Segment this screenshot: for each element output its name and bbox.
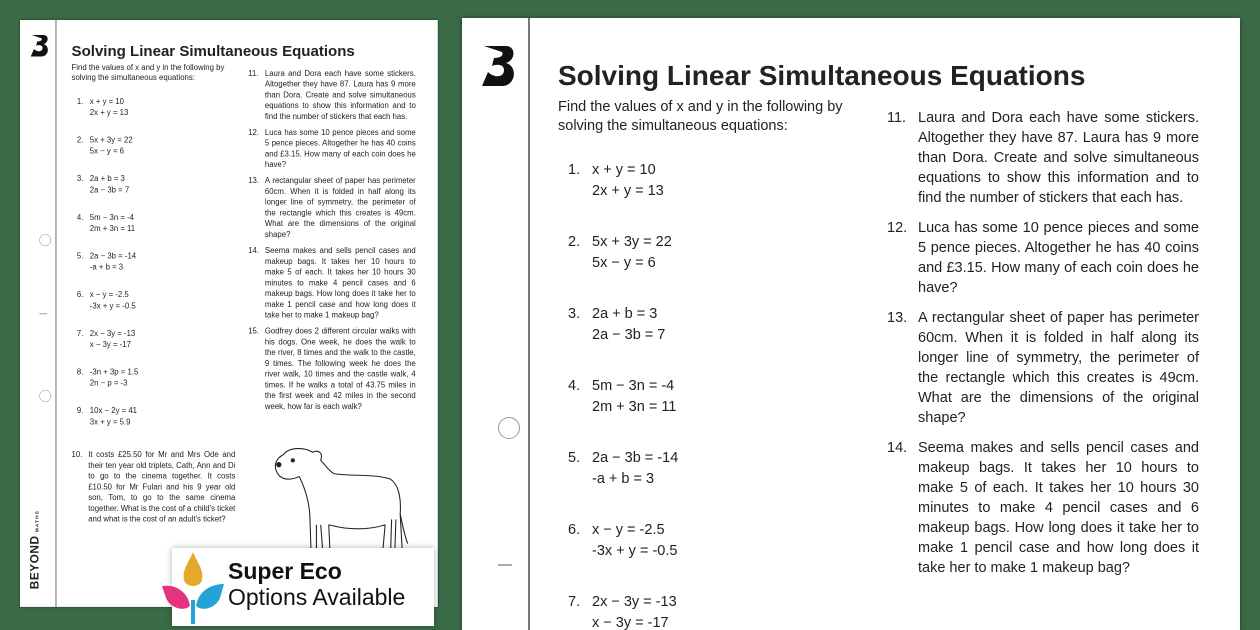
word-questions-column xyxy=(887,108,1199,588)
word-question xyxy=(887,218,1199,298)
equation-question xyxy=(77,290,238,313)
equation: 2x − 3y = -13 xyxy=(592,594,677,610)
equation-question xyxy=(568,304,868,346)
equation-question xyxy=(77,174,238,197)
equation: 3x + y = 5.9 xyxy=(89,417,131,427)
question-number: 10. xyxy=(71,450,83,460)
eco-badge-subtitle: Options Available xyxy=(228,584,406,610)
punch-hole xyxy=(39,390,51,402)
question-number: 13. xyxy=(248,176,260,186)
question-number: 12. xyxy=(248,128,260,138)
question-number: 6. xyxy=(568,522,581,538)
equation: 2a − 3b = 7 xyxy=(592,327,666,343)
equation: 2a + b = 3 xyxy=(592,306,658,322)
equation: -a + b = 3 xyxy=(592,471,655,487)
equation-question xyxy=(77,406,238,429)
brand-logo-text xyxy=(28,510,42,589)
worksheet-title: Solving Linear Simultaneous Equations xyxy=(558,60,1086,91)
question-text: A rectangular sheet of paper has perimeter 60cm. When it is folded in half along its longer line of symmetry, the perimeter of the rectangle which this creates is 49cm. What are the dimensions of the original shape? xyxy=(918,310,1199,426)
equation-question xyxy=(568,448,868,490)
equation: 2n − p = -3 xyxy=(89,379,128,388)
question-number: 4. xyxy=(76,213,84,222)
question-number: 15. xyxy=(248,327,260,336)
equation: 5x + 3y = 22 xyxy=(89,135,133,145)
question-number: 7. xyxy=(568,594,581,610)
equation: 5x − y = 6 xyxy=(89,147,125,156)
beyond-logo-icon xyxy=(29,33,50,59)
equation: 2x + y = 13 xyxy=(592,183,664,199)
equation-question xyxy=(77,135,238,158)
question-number: 2. xyxy=(568,234,581,250)
question-number: 1. xyxy=(76,97,84,106)
equation-question xyxy=(77,212,238,235)
question-number: 7. xyxy=(76,329,84,338)
equation-question xyxy=(77,328,238,351)
equation: 2m + 3n = 11 xyxy=(89,224,136,234)
equation-question xyxy=(568,232,868,274)
question-number: 9. xyxy=(76,406,84,416)
hole-guide-mark xyxy=(498,564,512,566)
margin-line xyxy=(55,20,56,607)
question-text: Seema makes and sells pencil cases and makeup bags. It takes her 10 hours to make 5 of each. It takes her 10 hours 30 minutes to make 4 pencil cases and 6 makeup bags. How long does it take her to make 1 pencil case and how long does it take her to make 1 makeup bag? xyxy=(264,246,416,320)
equation: 5m − 3n = -4 xyxy=(592,378,675,394)
beyond-logo-icon xyxy=(478,42,518,90)
equation: 2x + y = 13 xyxy=(89,108,129,118)
super-eco-badge xyxy=(172,548,434,626)
equation: x − y = -2.5 xyxy=(592,522,665,538)
equation: x − 3y = -17 xyxy=(592,615,669,630)
word-question xyxy=(248,326,416,412)
equation: -3x + y = -0.5 xyxy=(592,543,678,559)
worksheet-title: Solving Linear Simultaneous Equations xyxy=(71,42,355,60)
question-text: Luca has some 10 pence pieces and some 5 pence pieces. Altogether he has 40 coins and £3.15. How many of each coin does he have? xyxy=(918,220,1199,296)
eco-leaves-icon xyxy=(158,550,228,626)
question-number: 3. xyxy=(568,306,581,322)
worksheet-preview-small xyxy=(20,20,438,607)
equation: 2a − 3b = -14 xyxy=(89,251,137,261)
question-number: 1. xyxy=(568,162,581,178)
equation-question xyxy=(77,367,238,390)
question-number: 14. xyxy=(248,246,260,256)
question-text: Laura and Dora each have some stickers. Altogether they have 87. Laura has 9 more than Dora. Create and solve simultaneous equations to show this information and to find the number of stickers that each has. xyxy=(264,69,416,121)
question-number: 11. xyxy=(887,110,907,126)
question-text: It costs £25.50 for Mr and Mrs Ode and their ten year old triplets, Cath, Ann and Di to go to the cinema together. It costs £10.50 for Mr Fulari and his 9 year old son, Tom, to go to the same cinema together. What is the cost of a child's ticket and what is the cost of an adult's ticket? xyxy=(88,450,236,524)
question-number: 8. xyxy=(76,367,84,377)
equation: -3x + y = -0.5 xyxy=(89,301,136,311)
equation: -a + b = 3 xyxy=(89,263,124,272)
equation-question xyxy=(568,376,868,418)
equation-question xyxy=(568,160,868,202)
word-question xyxy=(887,108,1199,208)
equation: 2a − 3b = 7 xyxy=(89,185,130,195)
question-text: Luca has some 10 pence pieces and some 5 pence pieces. Altogether he has 40 coins and £3.15. How many of each coin does he have? xyxy=(264,128,416,170)
eco-badge-title: Super Eco xyxy=(228,558,342,584)
question-number: 13. xyxy=(887,310,908,326)
worksheet-instructions: Find the values of x and y in the following by solving the simultaneous equations: xyxy=(71,63,225,83)
question-number: 12. xyxy=(887,220,908,236)
equation-question xyxy=(568,520,868,562)
question-number: 2. xyxy=(76,135,84,145)
question-number: 14. xyxy=(887,440,908,456)
question-number: 3. xyxy=(76,174,84,184)
equation: 2a − 3b = -14 xyxy=(592,450,679,466)
equation-question xyxy=(568,592,868,630)
word-question xyxy=(248,246,416,321)
equation: x + y = 10 xyxy=(592,162,656,178)
word-question xyxy=(887,438,1199,578)
word-question xyxy=(248,68,416,122)
question-text: A rectangular sheet of paper has perimeter 60cm. When it is folded in half along its longer line of symmetry, the perimeter of the rectangle which this creates is 49cm. What are the dimensions of the original shape? xyxy=(264,176,416,240)
brand-subname: MATHS xyxy=(33,510,40,533)
word-question xyxy=(248,127,416,170)
question-text: Seema makes and sells pencil cases and makeup bags. It takes her 10 hours to make 5 of each. It takes her 10 hours 30 minutes to make 4 pencil cases and 6 makeup bags. How long does it take her to make 1 pencil case and how long does it take her to make 1 makeup bag? xyxy=(918,440,1199,576)
word-question xyxy=(72,450,236,525)
worksheet-preview-large xyxy=(462,18,1240,630)
question-text: Laura and Dora each have some stickers. Altogether they have 87. Laura has 9 more than Dora. Create and solve simultaneous equations to show this information and to find the number of stickers that each has. xyxy=(918,110,1199,206)
margin-line xyxy=(528,18,530,630)
hole-guide-mark xyxy=(39,313,47,314)
equation: x + y = 10 xyxy=(89,97,125,106)
equation: 5x + 3y = 22 xyxy=(592,234,672,250)
word-question xyxy=(248,176,416,240)
brand-name: BEYOND xyxy=(27,535,41,590)
worksheet-instructions: Find the values of x and y in the following by solving the simultaneous equations: xyxy=(558,99,843,134)
question-number: 5. xyxy=(568,450,581,466)
question-number: 11. xyxy=(248,69,259,78)
word-question xyxy=(887,308,1199,428)
equation: x − y = -2.5 xyxy=(89,290,129,300)
equation-question xyxy=(77,96,238,119)
equation: 10x − 2y = 41 xyxy=(89,406,137,416)
question-text: Godfrey does 2 different circular walks with his dogs. One week, he does the walk to the river, 8 times and the walk to the castle, 9 times. The following week he does the river walk, 10 times and the castle walk, 4 times. If he walks a total of 43.75 miles in the first week and 42 miles in the second week, how far is each walk? xyxy=(264,327,416,411)
punch-hole xyxy=(498,417,520,439)
equation-question xyxy=(77,251,238,274)
equation: 2a + b = 3 xyxy=(89,174,125,184)
equation: -3n + 3p = 1.5 xyxy=(89,367,139,377)
equation: 2m + 3n = 11 xyxy=(592,399,677,415)
punch-hole xyxy=(39,234,51,246)
equation: 5x − y = 6 xyxy=(592,255,656,271)
question-number: 4. xyxy=(568,378,581,394)
word-questions-column xyxy=(248,68,416,417)
equation: 2x − 3y = -13 xyxy=(89,329,136,338)
equation: 5m − 3n = -4 xyxy=(89,213,134,222)
equation: x − 3y = -17 xyxy=(89,340,131,350)
question-number: 6. xyxy=(76,290,84,300)
question-number: 5. xyxy=(76,251,84,261)
